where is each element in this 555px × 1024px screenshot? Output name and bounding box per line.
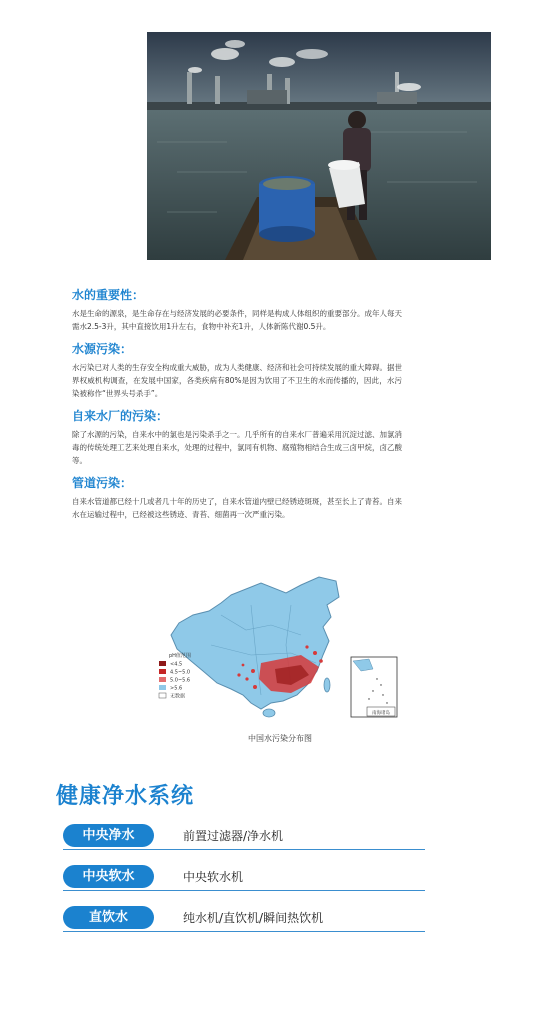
- section-importance: [72, 288, 402, 333]
- system-heading: 健康净水系统: [56, 784, 195, 809]
- legend-label: 4.5~5.0: [170, 669, 191, 676]
- section-body: 自来水管道都已经十几或者几十年的历史了，自来水管道内壁已经锈迹斑斑，甚至长上了青苔。自来水在运输过程中，已经被这些锈迹、青苔、细菌再一次严重污染。: [72, 497, 402, 519]
- system-tag: 中央软水: [63, 865, 154, 888]
- south-sea-inset: [351, 657, 397, 717]
- legend-label: 5.0~5.6: [170, 677, 191, 684]
- section-title: 水源污染：: [72, 342, 133, 356]
- section-title: 水的重要性：: [72, 288, 145, 302]
- system-desc: 中央软水机: [183, 870, 244, 884]
- legend-label: 无数据: [170, 693, 186, 700]
- system-row-central-purify: [63, 824, 425, 852]
- china-pollution-map: [151, 575, 401, 720]
- map-caption: 中国水污染分布图: [248, 734, 312, 743]
- legend-label: >5.6: [170, 685, 183, 692]
- section-source-pollution: [72, 342, 402, 400]
- river-pollution-photo: [147, 32, 491, 260]
- system-desc: 纯水机/直饮机/瞬间热饮机: [183, 911, 324, 925]
- system-row-direct-drink: [63, 906, 425, 934]
- section-title: 自来水厂的污染：: [72, 409, 169, 423]
- section-waterworks-pollution: [72, 409, 402, 467]
- system-desc: 前置过滤器/净水机: [183, 829, 284, 843]
- row-divider: [63, 890, 425, 891]
- legend-title: pH值范围: [169, 653, 191, 659]
- system-tag: 中央净水: [63, 824, 154, 847]
- article: [72, 288, 402, 530]
- section-pipe-pollution: [72, 476, 402, 521]
- section-body: 水污染已对人类的生存安全构成重大威胁，成为人类健康、经济和社会可持续发展的重大障碍。据世界权威机构调查，在发展中国家，各类疾病有80%是因为饮用了不卫生的水而传播的，因此，水污染被称作“世界头号杀手”。: [72, 363, 402, 398]
- legend-label: <4.5: [170, 661, 183, 668]
- row-divider: [63, 849, 425, 850]
- inset-label: 南海诸岛: [372, 710, 390, 716]
- section-body: 水是生命的源泉，是生命存在与经济发展的必要条件，同样是构成人体组织的重要部分。成年人每天需水2.5-3升，其中直接饮用1升左右，食物中补充1升，人体新陈代谢0.5升。: [72, 309, 402, 331]
- row-divider: [63, 931, 425, 932]
- section-title: 管道污染：: [72, 476, 133, 490]
- system-row-central-soften: [63, 865, 425, 893]
- system-tag: 直饮水: [63, 906, 154, 929]
- map-legend: [159, 652, 191, 700]
- section-body: 除了水源的污染，自来水中的氯也是污染杀手之一。几乎所有的自来水厂普遍采用沉淀过滤、加氯消毒的传统处理工艺来处理自来水，处理的过程中，氯同有机物、腐殖物相结合生成三卤甲烷，卤乙酸等。: [72, 430, 402, 465]
